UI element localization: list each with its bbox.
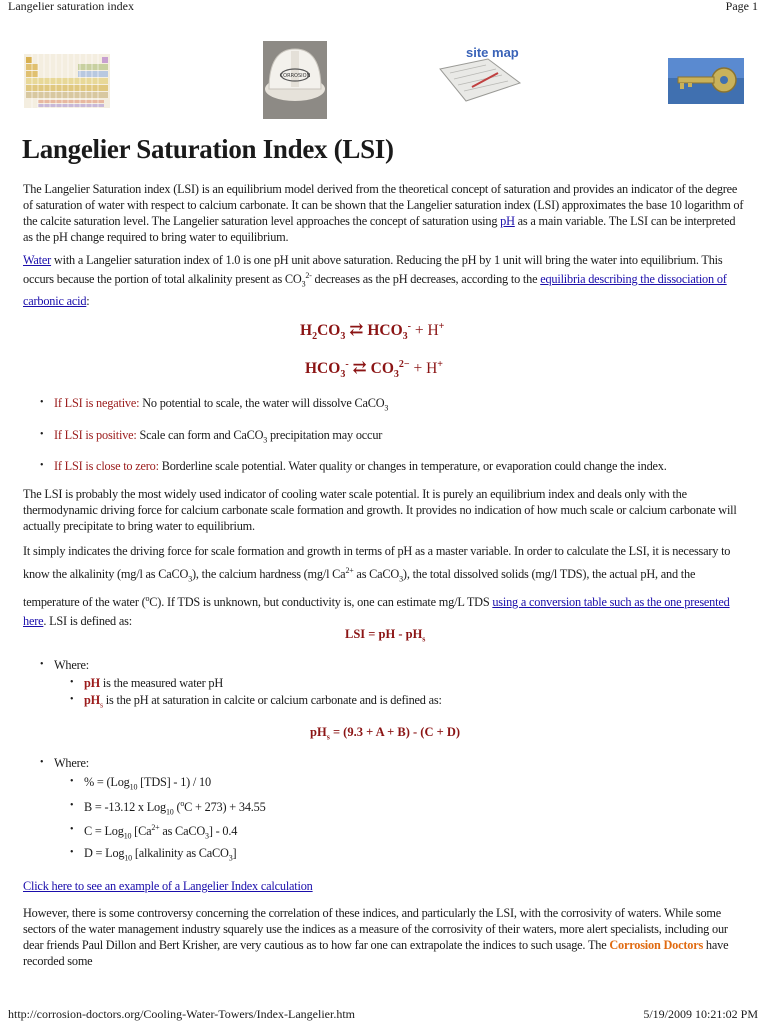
ph-link[interactable]: pH (500, 214, 515, 228)
water-text: with a Langelier saturation index of 1.0 is one pH unit above saturation. Reducing the pH by 1 unit will bring the water into equilibrium. This occurs because the portion of total alkalinity present as CO (23, 253, 723, 287)
alkalinity-term-item: • D = Log$_{10}$ [alkalinity as CaCO$_3$] (84, 846, 236, 862)
calc-text-d: ), the total dissolved solids (mg/l TDS), the actual pH, and the temperature of the water ( (23, 567, 696, 609)
water-text-3: : (86, 293, 90, 308)
lsi-usage-paragraph: The LSI is probably the most widely used indicator of cooling water scale potential. It is purely an equilibrium index and deals only with the thermodynamic driving force for calcium carbonate scale formation and growth. It provides no indication of how much scale or calcium carbonate will actually precipitate to bring water to equilibrium. (23, 487, 737, 533)
calcium-term-item: • C = Log$_{10}$ [$Ca^{2+}$ as CaCO$_3$] - 0.4 (84, 823, 237, 841)
page-number: Page 1 (725, 0, 758, 13)
calc-text-c: as CaCO (353, 567, 400, 582)
ph-term: pH (84, 676, 101, 690)
lsi-positive-text-2: precipitation may occur (267, 428, 383, 442)
temperature-term-item: • B = -13.12 x Log$_{10}$ ($^o$C + 273) + 34.55 (84, 799, 266, 817)
intro-text-end: as a main variable. The LSI can be interpreted as the pH change required to bring water to equilibrium. (23, 214, 736, 244)
lsi-negative-label: If LSI is negative: (54, 396, 140, 410)
svg-text:CORROSION: CORROSION (279, 73, 311, 79)
lsi-formula: LSI = pH - $pH_s$ (345, 627, 426, 644)
key-logo[interactable] (668, 58, 744, 104)
water-paragraph: Water with a Langelier saturation index of 1.0 is one pH unit above saturation. Reducing the pH by 1 unit will bring the water into equilibrium. This occurs because the portion of total alkalinity present as $CO_3^{2-}$ decreases as the pH decreases, according to the equilibria describing the dissociation of carbonic acid: (23, 253, 727, 308)
equation-2: $HCO_3^-$ ⇄ $CO_3^{2-} + H^+$ (305, 358, 443, 381)
lsi-negative-text: No potential to scale, the water will dissolve CaCO (139, 396, 385, 410)
phs-term: pH (84, 693, 101, 707)
lsi-positive-text: Scale can form and CaCO (136, 428, 264, 442)
ph-definition-item (84, 676, 223, 691)
phs-formula: $pH_s = (9.3 + A + B) - (C + D)$ (310, 725, 461, 742)
conversion-table-link[interactable]: using a conversion table such as the one presented here (23, 594, 730, 628)
sitemap-logo[interactable] (436, 43, 522, 107)
calculation-paragraph: It simply indicates the driving force for scale formation and growth in terms of pH as a master variable. In order to calculate the LSI, it is necessary to know the alkalinity (mg/l as CaCO$_3$), the calcium hardness (mg/l $Ca^{2+}$ as CaCO$_3$), the total dissolved solids (mg/l TDS), the actual pH, and the temperature of the water ($^o$C). If TDS is unknown, but conductivity is, one can estimate mg/L TDS using a conversion table such as the one presented here. LSI is defined as: (23, 544, 731, 628)
intro-text: The Langelier Saturation index (LSI) is an equilibrium model derived from the theoretical concept of saturation and provides an indicator of the degree of saturation of water with respect to calcium carbonate. It can be shown that the Langelier saturation index (LSI) approximates the base 10 logarithm of the calcite saturation level. The Langelier saturation level approaches the concept of saturation using (23, 182, 744, 228)
lsi-zero-item (54, 459, 667, 474)
lsi-zero-label: If LSI is close to zero: (54, 459, 159, 473)
ph-definition: is the measured water pH (100, 676, 224, 690)
water-text-2: decreases as the pH decreases, according to the (311, 272, 541, 287)
footer-url: http://corrosion-doctors.org/Cooling-Water-Towers/Index-Langelier.htm (8, 1007, 355, 1021)
lsi-zero-text: Borderline scale potential. Water quality or changes in temperature, or evaporation could change the index. (158, 459, 667, 473)
footer-datetime: 5/19/2009 10:21:02 PM (643, 1007, 758, 1021)
tds-term-item: • % = (Log$_{10}$ [TDS] - 1) / 10 (84, 775, 211, 791)
phs-definition-item: • $pH_s$ is the pH at saturation in calcite or calcium carbonate and is defined as: (84, 693, 442, 709)
lsi-positive-label: If LSI is positive: (54, 428, 137, 442)
lsi-positive-item: • If LSI is positive: Scale can form and CaCO$_3$ precipitation may occur (54, 428, 382, 444)
carbonic-acid-link[interactable]: equilibria describing the dissociation of carbonic acid (23, 272, 727, 308)
periodic-table-logo[interactable] (24, 54, 110, 108)
helmet-logo[interactable] (263, 41, 327, 119)
phs-definition: is the pH at saturation in calcite or calcium carbonate and is defined as: (102, 693, 442, 707)
intro-paragraph (23, 181, 745, 245)
equation-1: $H_2CO_3$ ⇄ $HCO_3^- + H^+$ (300, 320, 445, 343)
controversy-text-end: have recorded some (23, 938, 729, 968)
corrosion-doctors-link[interactable]: Corrosion Doctors (609, 938, 704, 952)
calc-text-a: It simply indicates the driving force for scale formation and growth in terms of pH as a master variable. In order to calculate the LSI, it is necessary to know the alkalinity (mg/l as CaCO (23, 544, 731, 582)
controversy-paragraph (23, 905, 745, 969)
controversy-text: However, there is some controversy concerning the correlation of these indices, and particularly the LSI, with the corrosivity of waters. While some sectors of the water management industry squarely use the indices as a measure of the corrosivity of their waters, more alert specialists, including our dear friends Paul Dillon and Bert Krisher, are very cautious as to how far one can extrapolate the indices to such usage. The (23, 906, 728, 952)
calc-text-e: C). If TDS is unknown, but conductivity is, one can estimate mg/L TDS (149, 594, 493, 609)
calculation-example-link[interactable]: Click here to see an example of a Langelier Index calculation (23, 879, 313, 893)
page-title: Langelier Saturation Index (LSI) (22, 134, 394, 164)
header-title: Langelier saturation index (8, 0, 134, 13)
where-1-label: • Where: (54, 658, 89, 673)
calc-text-b: ), the calcium hardness (mg/l Ca (192, 567, 346, 582)
sitemap-label: site map (466, 45, 519, 60)
water-link[interactable]: Water (23, 253, 52, 267)
where-2-label: • Where: (54, 756, 89, 771)
calc-text-f: . LSI is defined as: (43, 613, 132, 628)
lsi-negative-item: • If LSI is negative: No potential to scale, the water will dissolve CaCO$_3$ (54, 396, 388, 412)
